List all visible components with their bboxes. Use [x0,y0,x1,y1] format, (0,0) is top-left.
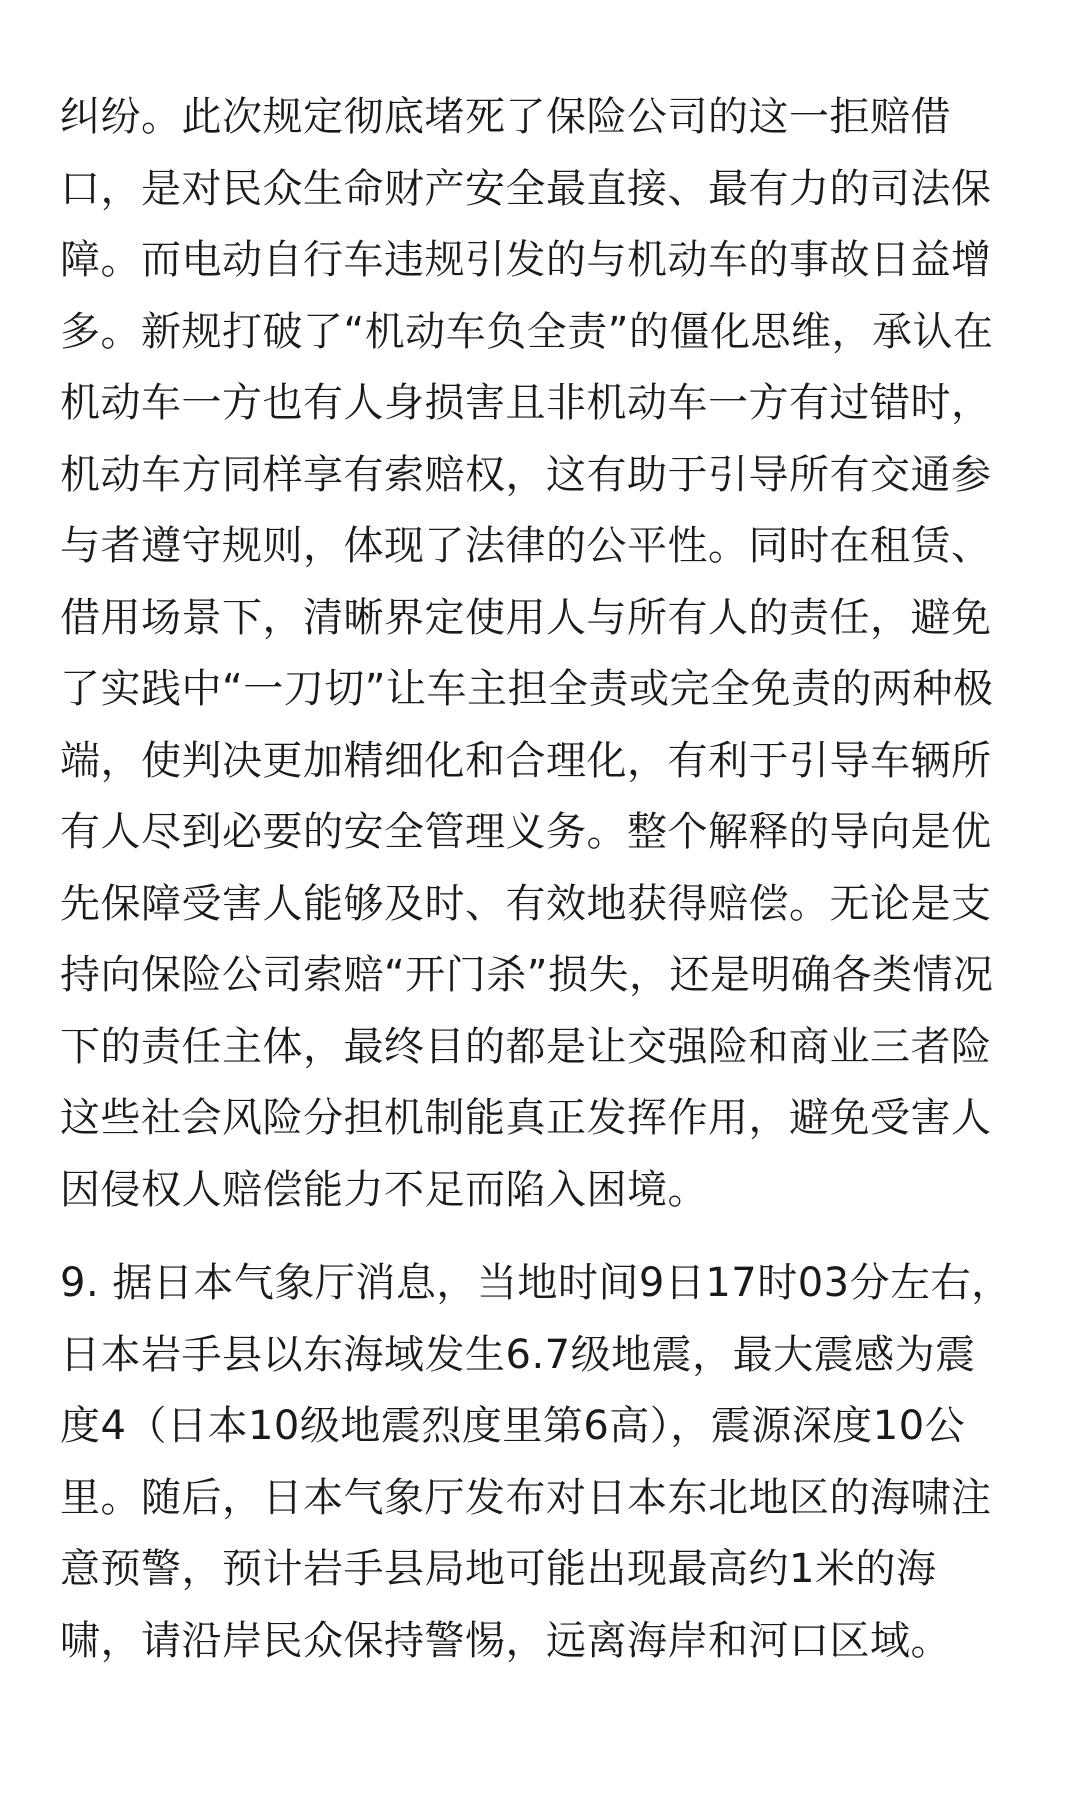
text-line: 有人尽到必要的安全管理义务。整个解释的导向是优 [60,809,992,855]
text-line: 意预警，预计岩手县局地可能出现最高约1米的海 [60,1546,937,1592]
text-line: 下的责任主体，最终目的都是让交强险和商业三者险 [60,1023,992,1070]
text-line: 日本岩手县以东海域发生6.7级地震，最大震感为震 [60,1331,976,1378]
text-line: 持向保险公司索赔“开门杀”损失，还是明确各类情况 [60,952,994,998]
paragraph-spacer [60,1226,1020,1248]
text-line: 机动车方同样享有索赔权，这有助于引导所有交通参 [60,451,992,498]
text-line: 了实践中“一刀切”让车主担全责或完全免责的两种极 [60,666,994,712]
text-line: 纠纷。此次规定彻底堵死了保险公司的这一拒赔借 [60,94,951,140]
text-line: 口，是对民众生命财产安全最直接、最有力的司法保 [60,165,992,212]
paragraph-traffic-ruling [60,82,1020,1226]
text-line: 9. 据日本气象厅消息，当地时间9日17时03分左右， [60,1260,1012,1306]
text-line: 端，使判决更加精细化和合理化，有利于引导车辆所 [60,737,992,784]
text-line: 障。而电动自行车违规引发的与机动车的事故日益增 [60,237,992,283]
text-line: 先保障受害人能够及时、有效地获得赔偿。无论是支 [60,880,992,927]
text-line: 机动车一方也有人身损害且非机动车一方有过错时， [60,380,992,426]
text-line: 度4（日本10级地震烈度里第6高），震源深度10公 [60,1403,966,1449]
text-line: 多。新规打破了“机动车负全责”的僵化思维，承认在 [60,308,994,355]
text-line: 这些社会风险分担机制能真正发挥作用，避免受害人 [60,1095,992,1141]
article-body [60,82,1020,1677]
text-line: 因侵权人赔偿能力不足而陷入困境。 [60,1166,708,1213]
text-line: 啸，请沿岸民众保持警惕，远离海岸和河口区域。 [60,1617,951,1664]
text-line: 里。随后，日本气象厅发布对日本东北地区的海啸注 [60,1474,992,1521]
paragraph-earthquake-news [60,1248,1020,1677]
text-line: 借用场景下，清晰界定使用人与所有人的责任，避免 [60,594,992,641]
text-line: 与者遵守规则，体现了法律的公平性。同时在租赁、 [60,523,992,569]
